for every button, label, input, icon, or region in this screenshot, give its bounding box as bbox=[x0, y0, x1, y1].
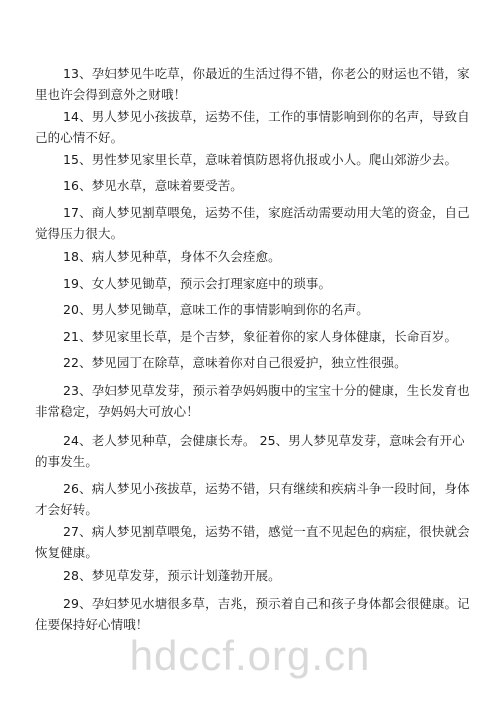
paragraph-27: 27、病人梦见割草喂兔，运势不错，感觉一直不见起色的病症，很快就会恢复健康。 bbox=[35, 524, 470, 560]
paragraph-20: 20、男人梦见锄草，意味工作的事情影响到你的名声。 bbox=[63, 302, 369, 317]
paragraph-16: 16、梦见水草，意味着要受苦。 bbox=[63, 178, 243, 193]
paragraph-18: 18、病人梦见种草，身体不久会痊愈。 bbox=[63, 249, 281, 264]
watermark: hdccf.org.cn bbox=[129, 632, 371, 679]
paragraph-13: 13、孕妇梦见牛吃草，你最近的生活过得不错，你老公的财运也不错，家里也许会得到意外之财哦！ bbox=[35, 66, 470, 102]
paragraph-19: 19、女人梦见锄草，预示会打理家庭中的琐事。 bbox=[63, 276, 332, 291]
paragraph-15: 15、男性梦见家里长草，意味着慎防恩将仇报或小人。爬山郊游少去。 bbox=[63, 152, 458, 167]
paragraph-29: 29、孕妇梦见水塘很多草，吉兆，预示着自己和孩子身体都会很健康。记住要保持好心情哦！ bbox=[35, 596, 470, 632]
paragraph-17: 17、商人梦见割草喂兔，运势不佳，家庭活动需要动用大笔的资金，自己觉得压力很大。 bbox=[35, 205, 470, 241]
paragraph-22: 22、梦见园丁在除草，意味着你对自己很爱护，独立性很强。 bbox=[63, 355, 407, 370]
paragraph-21: 21、梦见家里长草，是个吉梦，象征着你的家人身体健康，长命百岁。 bbox=[63, 329, 458, 344]
paragraph-23: 23、孕妇梦见草发芽，预示着孕妈妈腹中的宝宝十分的健康，生长发育也非常稳定，孕妈妈大可放心！ bbox=[35, 383, 470, 419]
paragraph-14: 14、男人梦见小孩拔草，运势不佳，工作的事情影响到你的名声，导致自己的心情不好。 bbox=[35, 109, 470, 145]
paragraph-24-25: 24、老人梦见种草，会健康长寿。 25、男人梦见草发芽，意味会有开心的事发生。 bbox=[35, 433, 465, 469]
paragraph-26: 26、病人梦见小孩拔草，运势不错，只有继续和疾病斗争一段时间，身体才会好转。 bbox=[35, 481, 470, 517]
paragraph-28: 28、梦见草发芽，预示计划蓬勃开展。 bbox=[63, 568, 281, 583]
